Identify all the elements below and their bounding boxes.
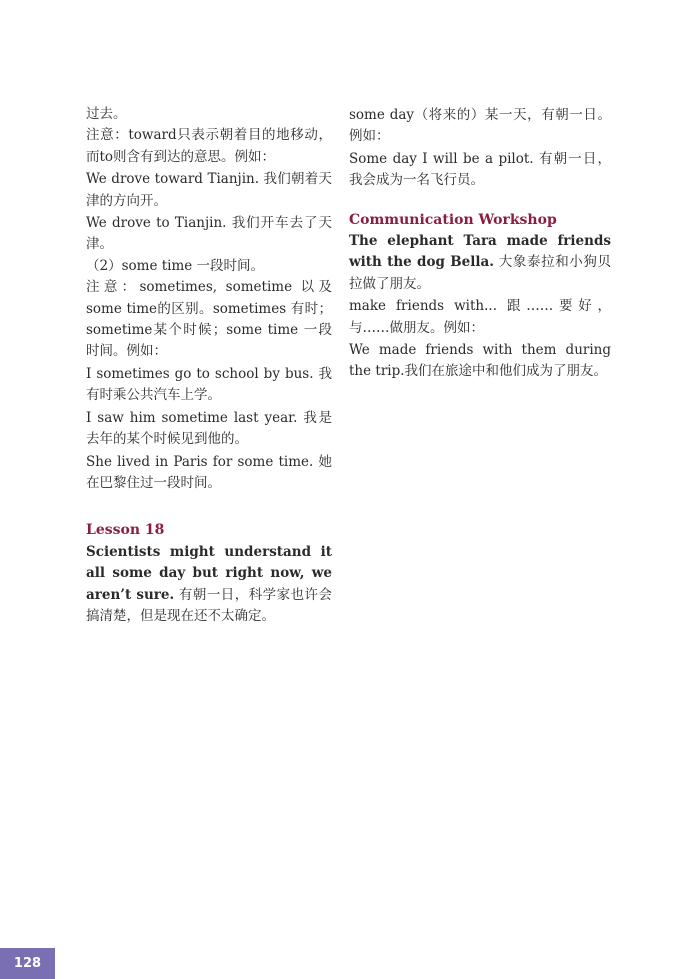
workshop-sentence-en: The elephant Tara made friends with the dog Bella. [349, 233, 611, 271]
text-line: We drove to Tianjin. 我们开车去了天津。 [86, 215, 332, 253]
lesson-sentence-zh: 有朝一日，科学家也许会搞清楚，但是现在还不太确定。 [86, 586, 333, 624]
text-line: 注意：sometimes, sometime 以及 some time的区别。sometimes 有时；sometime某个时候；some time 一段时间。例如： [86, 279, 332, 360]
text-line: （2）some time 一段时间。 [86, 257, 265, 274]
text-line: I saw him sometime last year. 我是去年的某个时候见到他的。 [86, 409, 332, 448]
lesson-sentence-en: Scientists might understand it all some day but right now, we aren’t sure. [86, 543, 332, 603]
workshop-sentence [349, 231, 611, 295]
text-line: some day（将来的）某一天，有朝一日。例如： [349, 107, 611, 145]
workshop-sentence-zh: 大象泰拉和小狗贝拉做了朋友。 [349, 254, 611, 292]
lesson-heading: Lesson 18 [86, 522, 165, 539]
lesson-sentence [86, 542, 332, 628]
text-line: We made friends with them during the trip.我们在旅途中和他们成为了朋友。 [349, 342, 611, 380]
right-column [349, 105, 611, 383]
text-line: I sometimes go to school by bus. 我有时乘公共汽车上学。 [86, 365, 332, 404]
text-line: She lived in Paris for some time. 她在巴黎住过一段时间。 [86, 453, 332, 491]
text-line: make friends with... 跟……要好，与……做朋友。例如： [349, 298, 611, 336]
text-line: 过去。 [86, 106, 127, 122]
text-line: 注意：toward只表示朝着目的地移动，而to则含有到达的意思。例如： [86, 127, 332, 165]
text-line: Some day I will be a pilot. 有朝一日，我会成为一名飞行员。 [349, 150, 611, 189]
left-column [86, 104, 332, 627]
page-number: 128 [0, 948, 55, 979]
text-line: We drove toward Tianjin. 我们朝着天津的方向开。 [86, 171, 332, 209]
workshop-heading: Communication Workshop [349, 211, 557, 228]
